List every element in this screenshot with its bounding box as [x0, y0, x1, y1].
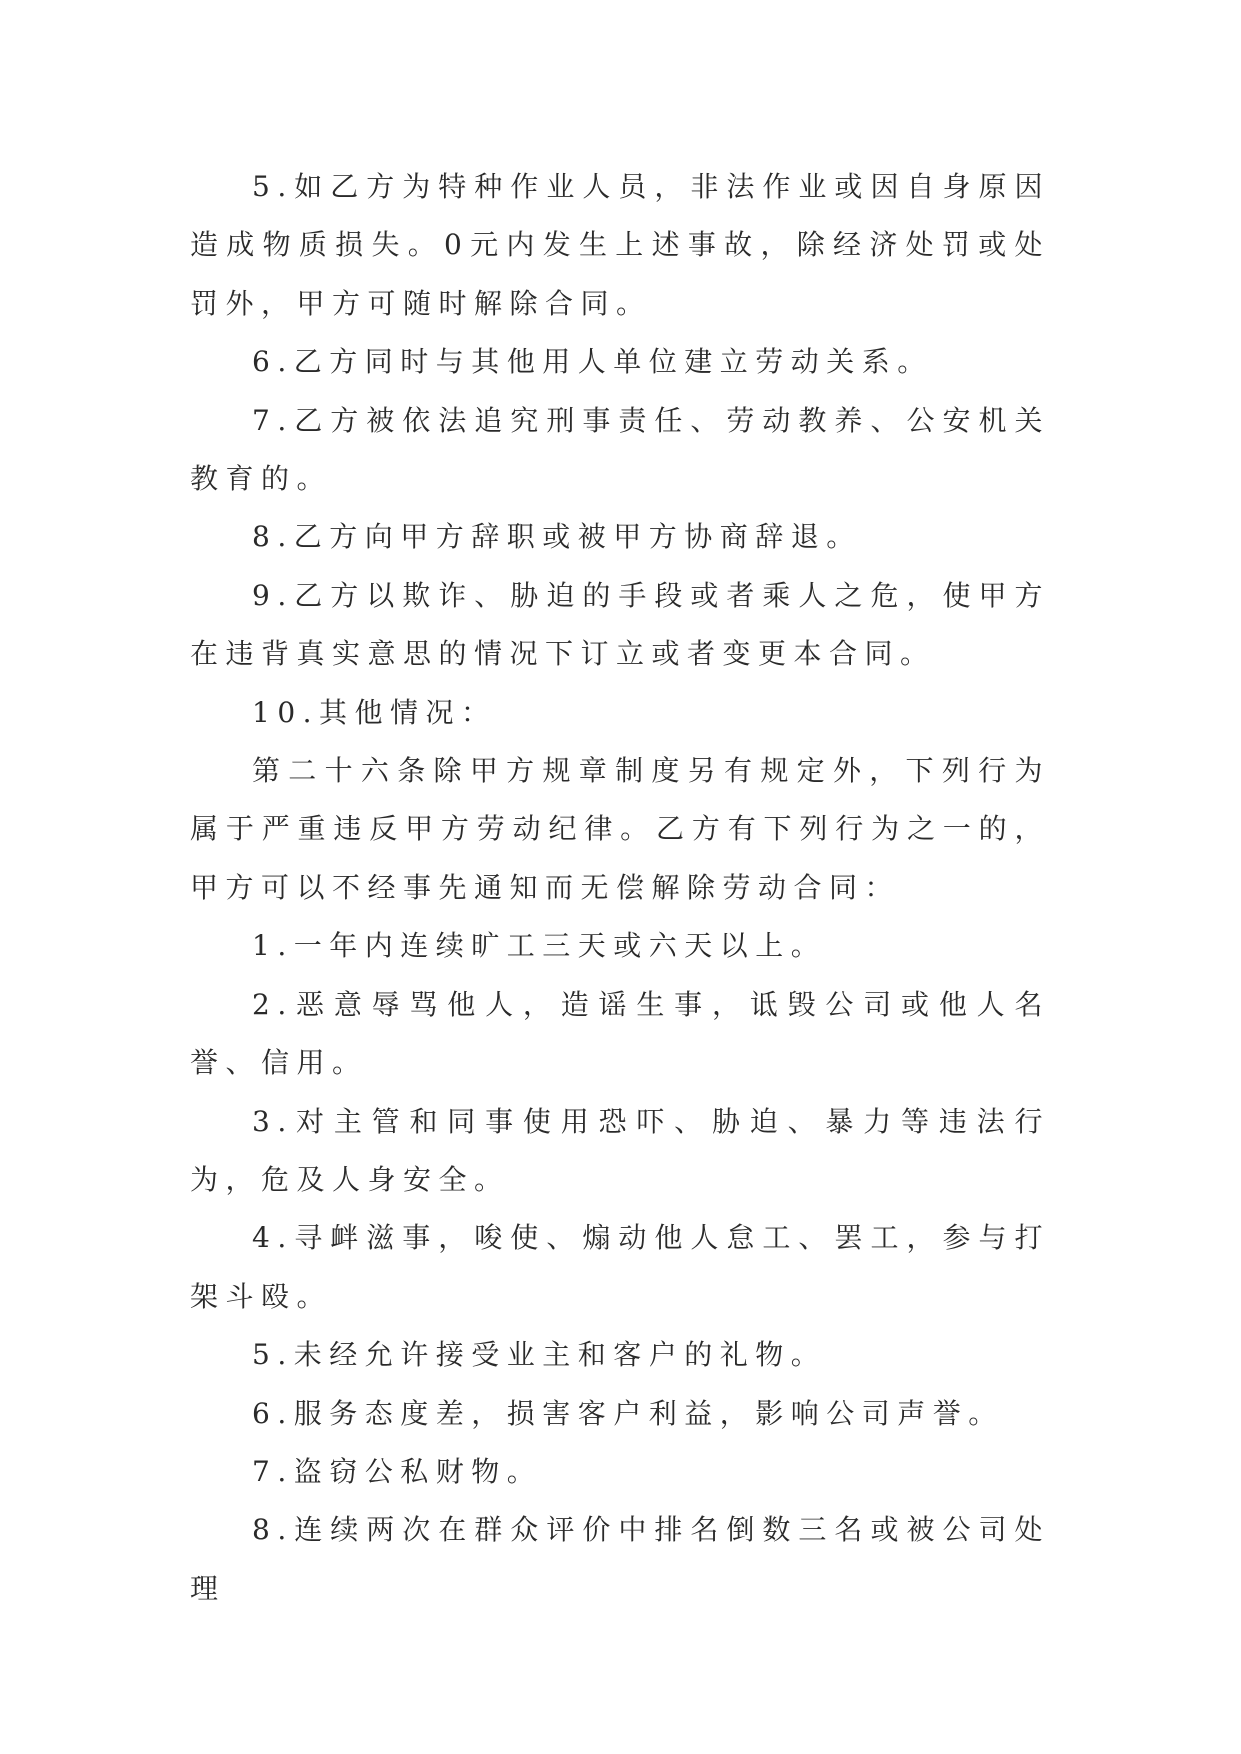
- paragraph-item-9-fraud: 9.乙方以欺诈、胁迫的手段或者乘人之危，使甲方在违背真实意思的情况下订立或者变更本合同。: [190, 578, 1050, 671]
- paragraph-item-7-criminal-liability: 7.乙方被依法追究刑事责任、劳动教养、公安机关教育的。: [190, 403, 1050, 496]
- paragraph-violation-3-violence: 3.对主管和同事使用恐吓、胁迫、暴力等违法行为，危及人身安全。: [190, 1104, 1050, 1196]
- paragraph-violation-8-ranking: 8.连续两次在群众评价中排名倒数三名或被公司处理: [190, 1513, 1050, 1605]
- paragraph-item-10-other: 10.其他情况：: [252, 695, 497, 729]
- paragraph-violation-4-provocation: 4.寻衅滋事，唆使、煽动他人怠工、罢工，参与打架斗殴。: [190, 1221, 1050, 1313]
- paragraph-violation-6-service-attitude: 6.服务态度差，损害客户利益，影响公司声誉。: [252, 1396, 1004, 1430]
- paragraph-violation-2-defamation: 2.恶意辱骂他人，造谣生事，诋毁公司或他人名誉、信用。: [190, 987, 1050, 1080]
- paragraph-violation-1-absenteeism: 1.一年内连续旷工三天或六天以上。: [252, 929, 827, 963]
- paragraph-violation-5-gifts: 5.未经允许接受业主和客户的礼物。: [252, 1338, 827, 1372]
- paragraph-violation-7-theft: 7.盗窃公私财物。: [252, 1454, 543, 1488]
- paragraph-item-6-dual-employment: 6.乙方同时与其他用人单位建立劳动关系。: [252, 345, 933, 379]
- document-page: [190, 158, 1050, 1618]
- paragraph-item-5-special-operator: 5.如乙方为特种作业人员，非法作业或因自身原因造成物质损失。0元内发生上述事故，除经济处罚或处罚外，甲方可随时解除合同。: [190, 170, 1050, 320]
- paragraph-item-8-resignation: 8.乙方向甲方辞职或被甲方协商辞退。: [252, 520, 862, 554]
- paragraph-article-26: 第二十六条除甲方规章制度另有规定外，下列行为属于严重违反甲方劳动纪律。乙方有下列行为之一的，甲方可以不经事先通知而无偿解除劳动合同：: [190, 754, 1050, 904]
